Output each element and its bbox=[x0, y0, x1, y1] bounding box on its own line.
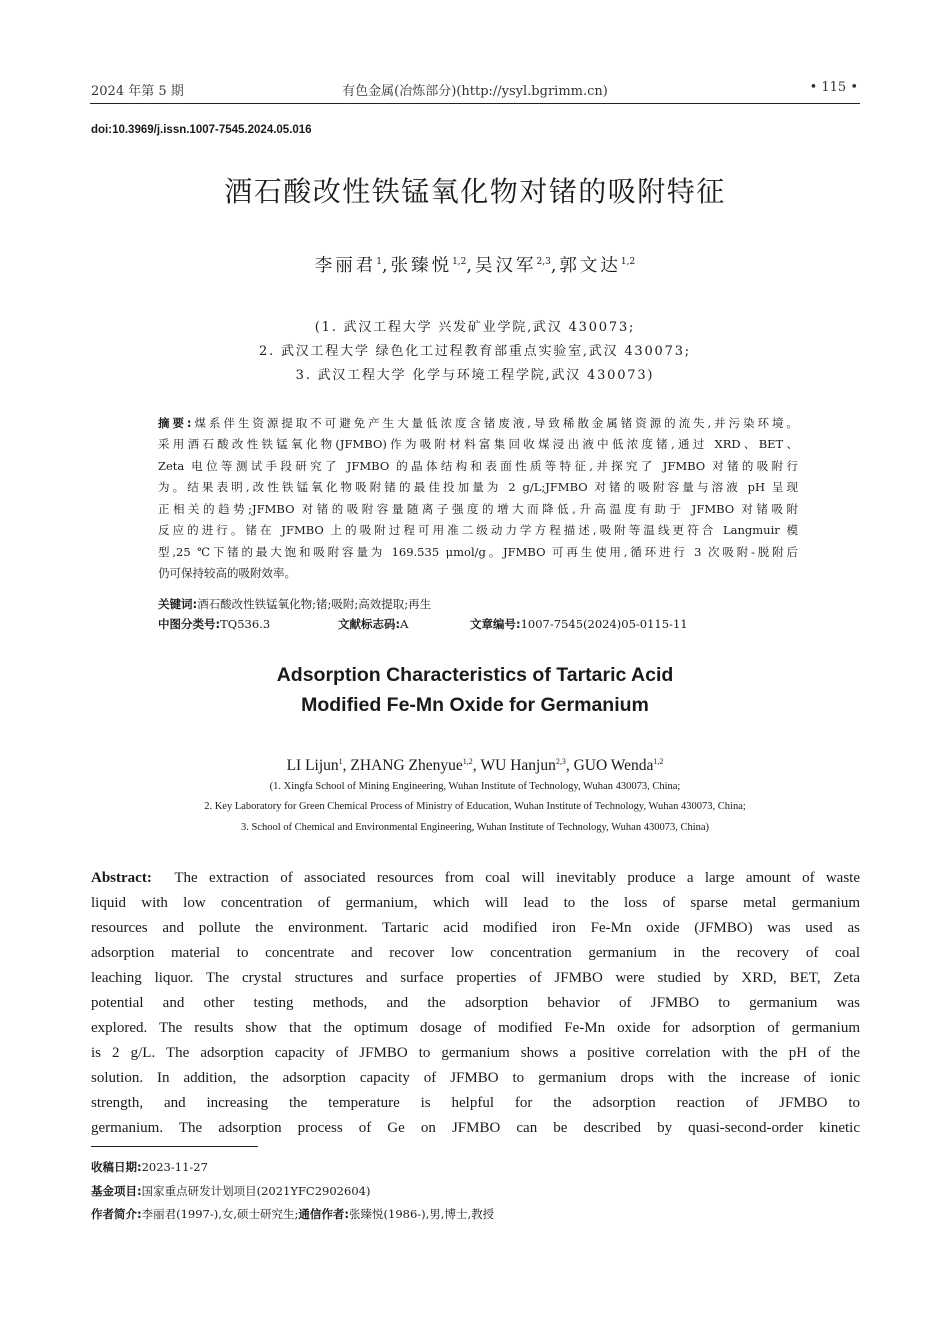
abstract-cn-line: 为。结果表明,改性铁锰氧化物吸附锗的最佳投加量为 2 g/L;JFMBO 对锗的吸附容量与溶液 pH 呈现 bbox=[158, 480, 798, 494]
abstract-en-line: germanium. The adsorption process of Ge on JFMBO can be described by quasi-second-order kinetic bbox=[91, 1120, 860, 1136]
abstract-en-text: The extraction of associated resources from coal will inevitably produce a large amount of waste bbox=[174, 870, 861, 886]
affiliation-cn: (1. 武汉工程大学 兴发矿业学院,武汉 430073; bbox=[314, 320, 636, 335]
keywords-cn bbox=[158, 594, 798, 616]
doi: doi:10.3969/j.issn.1007-7545.2024.05.016 bbox=[91, 124, 312, 136]
article-number-value: 1007-7545(2024)05-0115-11 bbox=[520, 617, 688, 631]
header-journal: 有色金属(冶炼部分)(http://ysyl.bgrimm.cn) bbox=[342, 84, 608, 99]
abstract-cn-text: 煤系伴生资源提取不可避免产生大量低浓度含锗废液,导致稀散金属锗资源的流失,并污染环境。 bbox=[191, 416, 798, 430]
author-affiliation-marker: 1,2 bbox=[452, 257, 467, 268]
affiliation-en: (1. Xingfa School of Mining Engineering, Wuhan Institute of Technology, Wuhan 430073, China; bbox=[269, 781, 681, 792]
authors-cn: 李丽君$^1$,张臻悦$^{1,2}$,吴汉军$^{2,3}$,郭文达$^{1,2}$ bbox=[314, 256, 636, 276]
author-affiliation-marker: 1,2 bbox=[462, 757, 473, 766]
header-rule bbox=[90, 103, 860, 104]
affiliation-en: 3. School of Chemical and Environmental Engineering, Wuhan Institute of Technology, Wuhan 430073, China) bbox=[240, 822, 710, 833]
clc-label: 中图分类号: bbox=[158, 617, 221, 631]
author-bio bbox=[91, 1206, 494, 1222]
abstract-en-line: resources and pollute the environment. Tartaric acid modified iron Fe-Mn oxide (JFMBO) was used as bbox=[91, 920, 860, 936]
author-name: GUO Wenda bbox=[573, 757, 654, 775]
author-affiliation-marker: 1,2 bbox=[653, 757, 664, 766]
abstract-en-line bbox=[91, 866, 860, 891]
title-en-line: Adsorption Characteristics of Tartaric Acid bbox=[276, 664, 674, 686]
author-name: ZHANG Zhenyue bbox=[350, 757, 463, 775]
abstract-en-label: Abstract: bbox=[91, 870, 152, 886]
fund-project-value: 国家重点研发计划项目(2021YFC2902604) bbox=[141, 1184, 371, 1198]
title-en-line: Modified Fe-Mn Oxide for Germanium bbox=[301, 694, 649, 716]
footnote-rule bbox=[91, 1146, 258, 1147]
authors-en: LI Lijun$^1$, ZHANG Zhenyue$^{1,2}$, WU Hanjun$^{2,3}$, GUO Wenda$^{1,2}$ bbox=[286, 757, 664, 775]
abstract-cn-line bbox=[158, 413, 798, 435]
article-number bbox=[470, 616, 688, 632]
received-date-label: 收稿日期: bbox=[91, 1160, 142, 1174]
document-code-value: A bbox=[400, 617, 409, 631]
abstract-cn-line: 型,25 ℃下锗的最大饱和吸附容量为 169.535 μmol/g。JFMBO 可再生使用,循环进行 3 次吸附-脱附后 bbox=[158, 545, 798, 559]
author-name: 李丽君 bbox=[314, 256, 377, 276]
author-affiliation-marker: 1,2 bbox=[620, 257, 636, 268]
abstract-cn-line: 仍可保持较高的吸附效率。 bbox=[158, 566, 296, 580]
clc-number bbox=[158, 616, 270, 632]
fund-project-label: 基金项目: bbox=[91, 1184, 142, 1198]
document-code-label: 文献标志码: bbox=[338, 617, 401, 631]
abstract-cn-line: 反应的进行。锗在 JFMBO 上的吸附过程可用准二级动力学方程描述,吸附等温线更符合 Langmuir 模 bbox=[158, 523, 798, 537]
header-page-number: • 115 • bbox=[809, 80, 858, 95]
abstract-cn-line: 正相关的趋势;JFMBO 对锗的吸附容量随离子强度的增大而降低,升高温度有助于 JFMBO 对锗吸附 bbox=[158, 502, 798, 516]
keywords-cn-label: 关键词: bbox=[158, 597, 198, 611]
abstract-en-line: leaching liquor. The crystal structures and surface properties of JFMBO were studied by XRD, BET, Zeta bbox=[91, 970, 860, 986]
title-cn: 酒石酸改性铁锰氧化物对锗的吸附特征 bbox=[224, 175, 726, 208]
author-bio-label: 作者简介: bbox=[91, 1207, 142, 1221]
author-name: LI Lijun bbox=[286, 757, 339, 775]
abstract-en-line: liquid with low concentration of germanium, which will lead to the loss of sparse metal germanium bbox=[91, 895, 860, 911]
abstract-en-line: potential and other testing methods, and the adsorption behavior of JFMBO to germanium was bbox=[91, 995, 860, 1011]
author-name: 吴汉军 bbox=[474, 256, 537, 276]
corresponding-author-value: 张臻悦(1986-),男,博士,教授 bbox=[349, 1207, 495, 1221]
abstract-en-line: strength, and increasing the temperature is helpful for the adsorption reaction of JFMBO to bbox=[91, 1095, 860, 1111]
abstract-en-line: is 2 g/L. The adsorption capacity of JFMBO to germanium shows a positive correlation with the pH of the bbox=[91, 1045, 860, 1061]
abstract-en-line: explored. The results show that the optimum dosage of modified Fe-Mn oxide for adsorption of germanium bbox=[91, 1020, 860, 1036]
fund-project bbox=[91, 1183, 370, 1199]
abstract-cn-line: Zeta 电位等测试手段研究了 JFMBO 的晶体结构和表面性质等特征,并探究了 JFMBO 对锗的吸附行 bbox=[158, 459, 798, 473]
abstract-cn-line: 采用酒石酸改性铁锰氧化物(JFMBO)作为吸附材料富集回收煤浸出液中低浓度锗,通过 XRD、BET、 bbox=[158, 437, 798, 451]
abstract-en-line: adsorption material to concentrate and recover low concentration germanium in the recovery of coal bbox=[91, 945, 860, 961]
author-affiliation-marker: 1 bbox=[376, 257, 382, 268]
author-name: 张臻悦 bbox=[390, 256, 453, 276]
author-affiliation-marker: 2,3 bbox=[536, 257, 551, 268]
header-issue: 2024 年第 5 期 bbox=[91, 84, 184, 99]
author-affiliation-marker: 1 bbox=[338, 757, 343, 766]
author-name: WU Hanjun bbox=[480, 757, 556, 775]
corresponding-author-label: 通信作者: bbox=[298, 1207, 350, 1221]
document-code bbox=[338, 616, 408, 632]
author-bio-value: 李丽君(1997-),女,硕士研究生; bbox=[141, 1207, 299, 1221]
abstract-en-line: solution. In addition, the adsorption capacity of JFMBO to germanium drops with the increase of ionic bbox=[91, 1070, 860, 1086]
keywords-cn-text: 酒石酸改性铁锰氧化物;锗;吸附;高效提取;再生 bbox=[197, 597, 432, 611]
author-affiliation-marker: 2,3 bbox=[555, 757, 566, 766]
author-name: 郭文达 bbox=[559, 256, 621, 276]
affiliation-en: 2. Key Laboratory for Green Chemical Process of Ministry of Education, Wuhan Institute of Technology, Wuhan 430073, China; bbox=[204, 801, 746, 812]
received-date bbox=[91, 1159, 208, 1175]
article-number-label: 文章编号: bbox=[470, 617, 521, 631]
abstract-cn-label: 摘要: bbox=[158, 416, 192, 430]
affiliation-cn: 2. 武汉工程大学 绿色化工过程教育部重点实验室,武汉 430073; bbox=[259, 344, 691, 359]
received-date-value: 2023-11-27 bbox=[141, 1160, 208, 1174]
affiliation-cn: 3. 武汉工程大学 化学与环境工程学院,武汉 430073) bbox=[295, 368, 655, 383]
clc-value: TQ536.3 bbox=[220, 617, 271, 631]
